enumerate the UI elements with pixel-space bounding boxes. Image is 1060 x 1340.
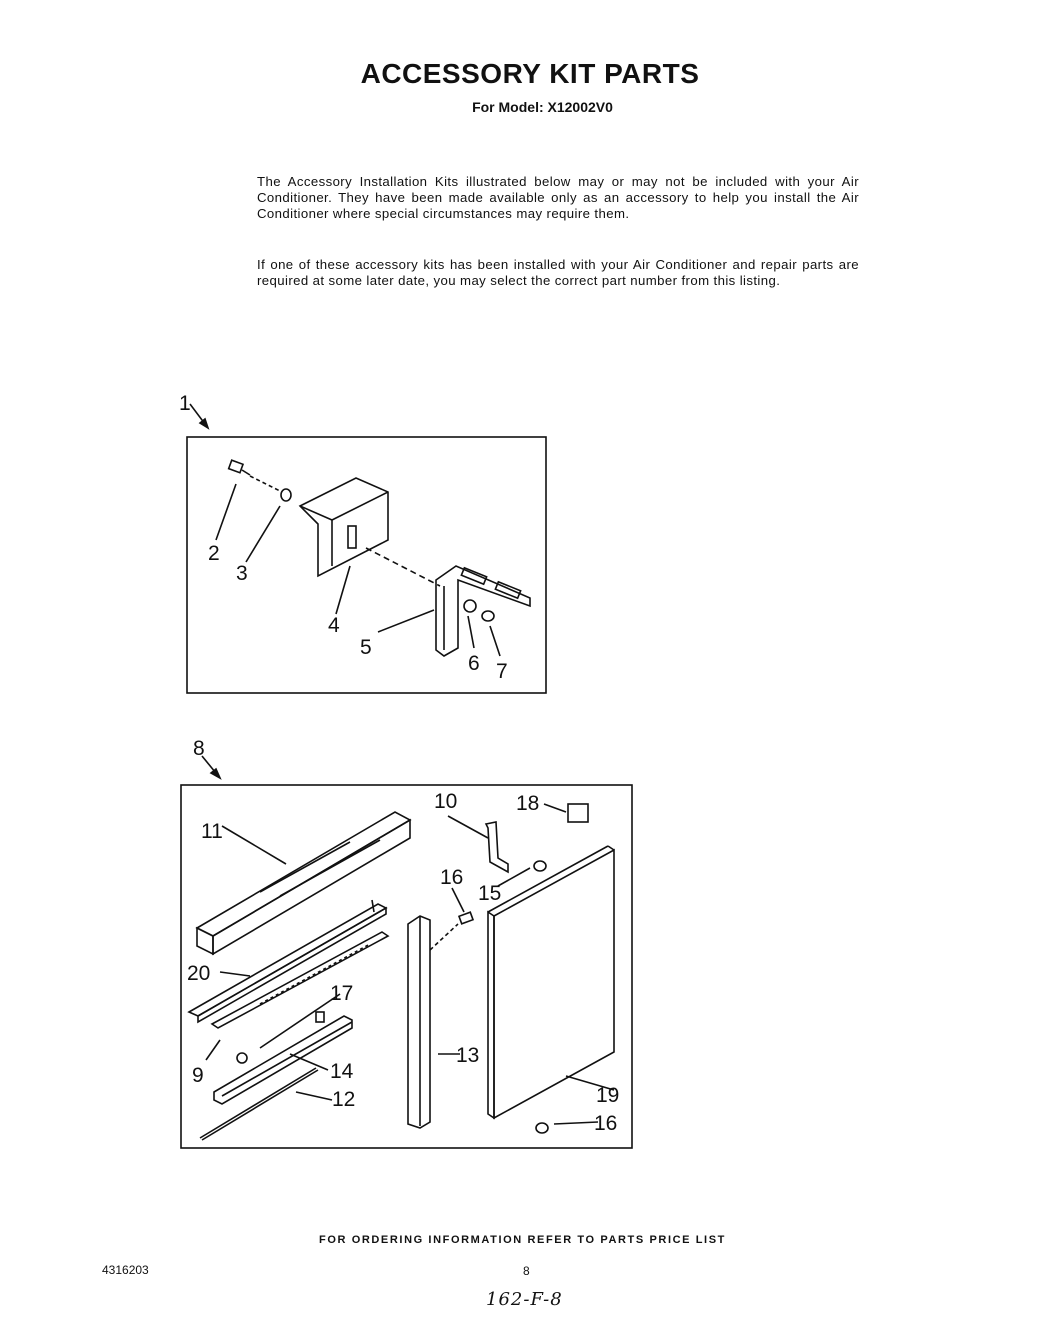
callout-7: 7 xyxy=(496,660,508,683)
callout-6: 6 xyxy=(468,652,480,675)
screw-16-bottom-icon xyxy=(536,1123,548,1133)
callout-13: 13 xyxy=(456,1044,480,1067)
screw-16-icon xyxy=(459,912,473,924)
document-number: 4316203 xyxy=(102,1263,149,1277)
callout-17: 17 xyxy=(330,982,354,1005)
washer-icon xyxy=(281,489,291,501)
callout-1: 1 xyxy=(179,392,191,415)
callout-8: 8 xyxy=(193,737,205,760)
callout-16-bottom: 16 xyxy=(594,1112,618,1135)
handwritten-note: 162-F-8 xyxy=(486,1289,563,1310)
callout-12: 12 xyxy=(332,1088,356,1111)
callout-4: 4 xyxy=(328,614,340,637)
rail-icon xyxy=(212,932,388,1028)
callout-5: 5 xyxy=(360,636,372,659)
ordering-note: FOR ORDERING INFORMATION REFER TO PARTS PRICE LIST xyxy=(319,1234,726,1246)
bracket-cover-icon xyxy=(300,478,388,576)
angle-bracket-icon xyxy=(436,566,530,656)
model-label: For Model: X12002V0 xyxy=(472,99,613,115)
page-number: 8 xyxy=(523,1264,530,1278)
callout-19: 19 xyxy=(596,1084,620,1107)
panel-icon xyxy=(488,846,614,1118)
screw-15-icon xyxy=(534,861,546,871)
callout-16-top: 16 xyxy=(440,866,464,889)
callout-3: 3 xyxy=(236,562,248,585)
callout-14: 14 xyxy=(330,1060,354,1083)
callout-15: 15 xyxy=(478,882,502,905)
callout-10: 10 xyxy=(434,790,458,813)
callout-18: 18 xyxy=(516,792,540,815)
callout-11: 11 xyxy=(201,820,223,843)
callout-9: 9 xyxy=(192,1064,204,1087)
nut-icon xyxy=(464,600,476,612)
screw-17-icon xyxy=(237,1053,247,1063)
wood-beam-icon xyxy=(197,812,410,954)
small-bracket-icon xyxy=(486,822,508,872)
rod-icon xyxy=(200,1068,316,1138)
lockwasher-icon xyxy=(482,611,494,621)
channel-strip-icon xyxy=(189,900,386,1022)
page-title: ACCESSORY KIT PARTS xyxy=(360,58,700,89)
foam-pad-icon xyxy=(568,804,588,822)
vertical-channel-icon xyxy=(408,916,430,1128)
callout-20: 20 xyxy=(187,962,211,985)
screw-icon xyxy=(229,460,250,475)
intro-paragraph-1: The Accessory Installation Kits illustrated below may or may not be included with your Air Conditioner. They have been made available only as an accessory to help you install the Air Conditioner where special circumstances may require them. xyxy=(257,174,859,221)
intro-paragraph-2: If one of these accessory kits has been installed with your Air Conditioner and repair parts are required at some later date, you may select the correct part number from this listing. xyxy=(257,257,859,288)
callout-2: 2 xyxy=(208,542,220,565)
